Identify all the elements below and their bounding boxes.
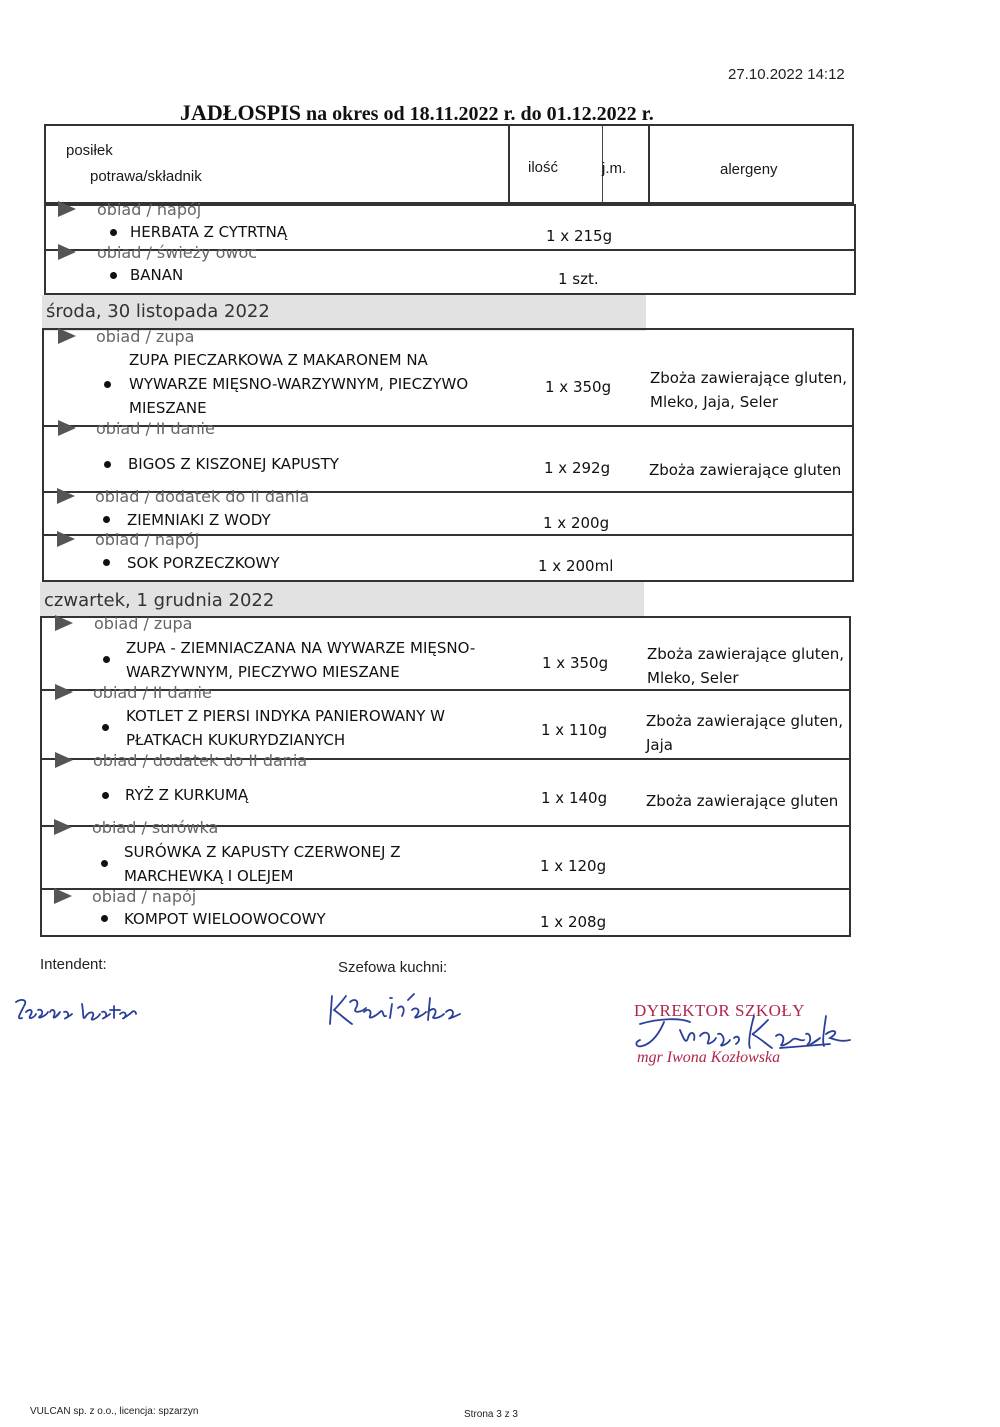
dish-quantity: 1 x 292g bbox=[544, 459, 611, 477]
meal-arrow-icon bbox=[58, 244, 76, 260]
bullet-icon bbox=[101, 915, 108, 922]
dish-quantity: 1 x 208g bbox=[540, 913, 607, 931]
meal-type: obiad / dodatek do II dania bbox=[95, 487, 310, 506]
meal-arrow-icon bbox=[55, 615, 73, 631]
dish-name: HERBATA Z CYTRTNĄ bbox=[130, 223, 288, 241]
dish-name bbox=[124, 840, 401, 888]
dish-line: ZUPA - ZIEMNIACZANA NA WYWARZE MIĘSNO- bbox=[126, 639, 476, 657]
dish-name: KOMPOT WIELOOWOCOWY bbox=[124, 910, 326, 928]
dish-name: BANAN bbox=[130, 266, 184, 284]
meal-arrow-icon bbox=[58, 201, 76, 217]
header-meal: posiłek bbox=[66, 142, 113, 159]
dish-name: SOK PORZECZKOWY bbox=[127, 554, 280, 572]
footer-license: VULCAN sp. z o.o., licencja: spzarzyn bbox=[30, 1406, 199, 1417]
meal-arrow-icon bbox=[55, 752, 73, 768]
dish-line: MARCHEWKĄ I OLEJEM bbox=[124, 867, 294, 885]
allergen-line: Zboża zawierające gluten, bbox=[650, 369, 848, 387]
dish-quantity: 1 x 200ml bbox=[538, 557, 614, 575]
dish-name bbox=[126, 704, 445, 752]
chef-signature bbox=[326, 990, 472, 1030]
intendent-label: Intendent: bbox=[40, 956, 107, 973]
day-heading: środa, 30 listopada 2022 bbox=[46, 301, 270, 322]
dish-line: WYWARZE MIĘSNO-WARZYWNYM, PIECZYWO bbox=[129, 375, 469, 393]
meal-arrow-icon bbox=[55, 684, 73, 700]
meal-type: obiad / napój bbox=[95, 530, 200, 549]
header-qty: ilość bbox=[528, 159, 559, 176]
meal-type: obiad / napój bbox=[97, 200, 202, 219]
dish-allergens bbox=[647, 642, 844, 690]
dish-quantity: 1 x 140g bbox=[541, 789, 608, 807]
dish-line: SURÓWKA Z KAPUSTY CZERWONEJ Z bbox=[124, 843, 401, 861]
meal-arrow-icon bbox=[58, 328, 76, 344]
meal-type: obiad / zupa bbox=[96, 327, 195, 346]
title-main: JADŁOSPIS bbox=[180, 100, 302, 125]
allergen-line: Zboża zawierające gluten, bbox=[647, 645, 845, 663]
header-dish: potrawa/składnik bbox=[90, 168, 202, 185]
dish-quantity: 1 x 200g bbox=[543, 514, 610, 532]
allergen-line: Mleko, Seler bbox=[647, 669, 739, 687]
header-allergens: alergeny bbox=[720, 161, 778, 178]
bullet-icon bbox=[102, 792, 109, 799]
print-timestamp: 27.10.2022 14:12 bbox=[728, 66, 845, 83]
dish-quantity: 1 x 110g bbox=[541, 721, 608, 739]
bullet-icon bbox=[103, 656, 110, 663]
meal-type: obiad / zupa bbox=[94, 614, 193, 633]
intendent-signature bbox=[12, 994, 152, 1030]
bullet-icon bbox=[110, 272, 117, 279]
page-number: Strona 3 z 3 bbox=[464, 1409, 518, 1420]
meal-type: obiad / świeży owoc bbox=[97, 243, 258, 262]
dish-quantity: 1 x 120g bbox=[540, 857, 607, 875]
dish-name: ZIEMNIAKI Z WODY bbox=[127, 511, 271, 529]
meal-type: obiad / II danie bbox=[93, 683, 212, 702]
dish-allergens: Zboża zawierające gluten bbox=[649, 461, 842, 479]
allergen-line: Jaja bbox=[646, 736, 673, 754]
dish-line: KOTLET Z PIERSI INDYKA PANIEROWANY W bbox=[126, 707, 445, 725]
dish-quantity: 1 x 215g bbox=[546, 227, 613, 245]
meal-arrow-icon bbox=[54, 888, 72, 904]
dish-allergens: Zboża zawierające gluten bbox=[646, 792, 839, 810]
dish-line: WARZYWNYM, PIECZYWO MIESZANE bbox=[126, 663, 400, 681]
day-heading: czwartek, 1 grudnia 2022 bbox=[44, 590, 275, 611]
title-period: na okres od 18.11.2022 r. do 01.12.2022 r. bbox=[306, 103, 654, 125]
meal-type: obiad / napój bbox=[92, 887, 197, 906]
meal-arrow-icon bbox=[57, 488, 75, 504]
bullet-icon bbox=[110, 229, 117, 236]
bullet-icon bbox=[102, 724, 109, 731]
dish-name: BIGOS Z KISZONEJ KAPUSTY bbox=[128, 455, 339, 473]
chef-label: Szefowa kuchni: bbox=[338, 959, 448, 976]
bullet-icon bbox=[104, 381, 111, 388]
table-header bbox=[44, 124, 854, 204]
allergen-line: Zboża zawierające gluten, bbox=[646, 712, 844, 730]
dish-quantity: 1 x 350g bbox=[545, 378, 612, 396]
meal-arrow-icon bbox=[54, 819, 72, 835]
dish-allergens bbox=[650, 366, 847, 414]
stamp-title: DYREKTOR SZKOŁY bbox=[634, 1001, 806, 1020]
bullet-icon bbox=[101, 860, 108, 867]
dish-name bbox=[129, 348, 468, 420]
meal-arrow-icon bbox=[58, 420, 76, 436]
header-unit: j.m. bbox=[602, 160, 627, 177]
meal-type: obiad / dodatek do II dania bbox=[93, 751, 308, 770]
dish-line: ZUPA PIECZARKOWA Z MAKARONEM NA bbox=[129, 351, 428, 369]
bullet-icon bbox=[103, 516, 110, 523]
dish-line: PŁATKACH KUKURYDZIANYCH bbox=[126, 731, 346, 749]
dish-line: MIESZANE bbox=[129, 399, 207, 417]
dish-quantity: 1 x 350g bbox=[542, 654, 609, 672]
meal-arrow-icon bbox=[57, 531, 75, 547]
meal-type: obiad / surówka bbox=[92, 818, 219, 837]
dish-name bbox=[126, 636, 475, 684]
allergen-line: Mleko, Jaja, Seler bbox=[650, 393, 779, 411]
dish-quantity: 1 szt. bbox=[558, 270, 599, 288]
dish-allergens bbox=[646, 709, 843, 757]
bullet-icon bbox=[103, 559, 110, 566]
meal-type: obiad / II danie bbox=[96, 419, 215, 438]
page-title bbox=[180, 100, 654, 126]
bullet-icon bbox=[104, 461, 111, 468]
stamp-name: mgr Iwona Kozłowska bbox=[637, 1049, 781, 1066]
dish-name: RYŻ Z KURKUMĄ bbox=[125, 786, 249, 804]
